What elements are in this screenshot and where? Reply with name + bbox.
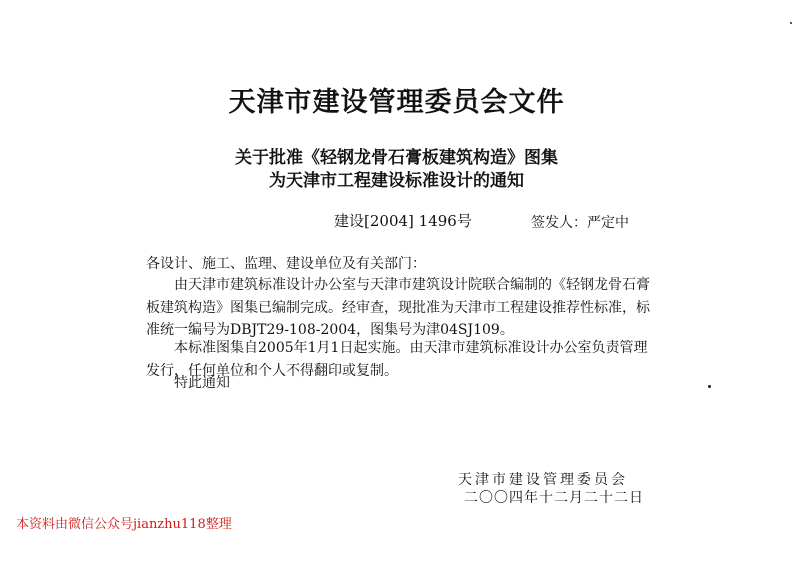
salutation: 各设计、施工、监理、建设单位及有关部门： (146, 256, 426, 272)
scan-speck (708, 385, 711, 388)
paragraph-1: 由天津市建筑标准设计办公室与天津市建筑设计院联合编制的《轻钢龙骨石膏板建筑构造》图集已编制完成。经审查，现批准为天津市工程建设推荐性标准，标准统一编号为DBJT29-108-2004，图集号为津04SJ109。 (146, 277, 650, 338)
document-number: 建设[2004] 1496号 (334, 212, 472, 230)
closing-line: 特此通知 (174, 375, 230, 391)
document-subtitle-line1: 关于批准《轻钢龙骨石膏板建筑构造》图集 (235, 148, 558, 168)
document-subtitle-line2: 为天津市工程建设标准设计的通知 (269, 171, 524, 191)
paragraph-2: 本标准图集自2005年1月1日起实施。由天津市建筑标准设计办公室负责管理发行，任何单位和个人不得翻印或复制。 (146, 340, 648, 379)
signature-date: 二〇〇四年十二月二十二日 (464, 490, 644, 506)
scan-speck (790, 22, 792, 24)
signature-organization: 天津市建设管理委员会 (458, 472, 628, 488)
issuer: 签发人：严定中 (531, 215, 629, 231)
watermark-text: 本资料由微信公众号jianzhu118整理 (16, 517, 232, 532)
document-title: 天津市建设管理委员会文件 (228, 87, 565, 118)
